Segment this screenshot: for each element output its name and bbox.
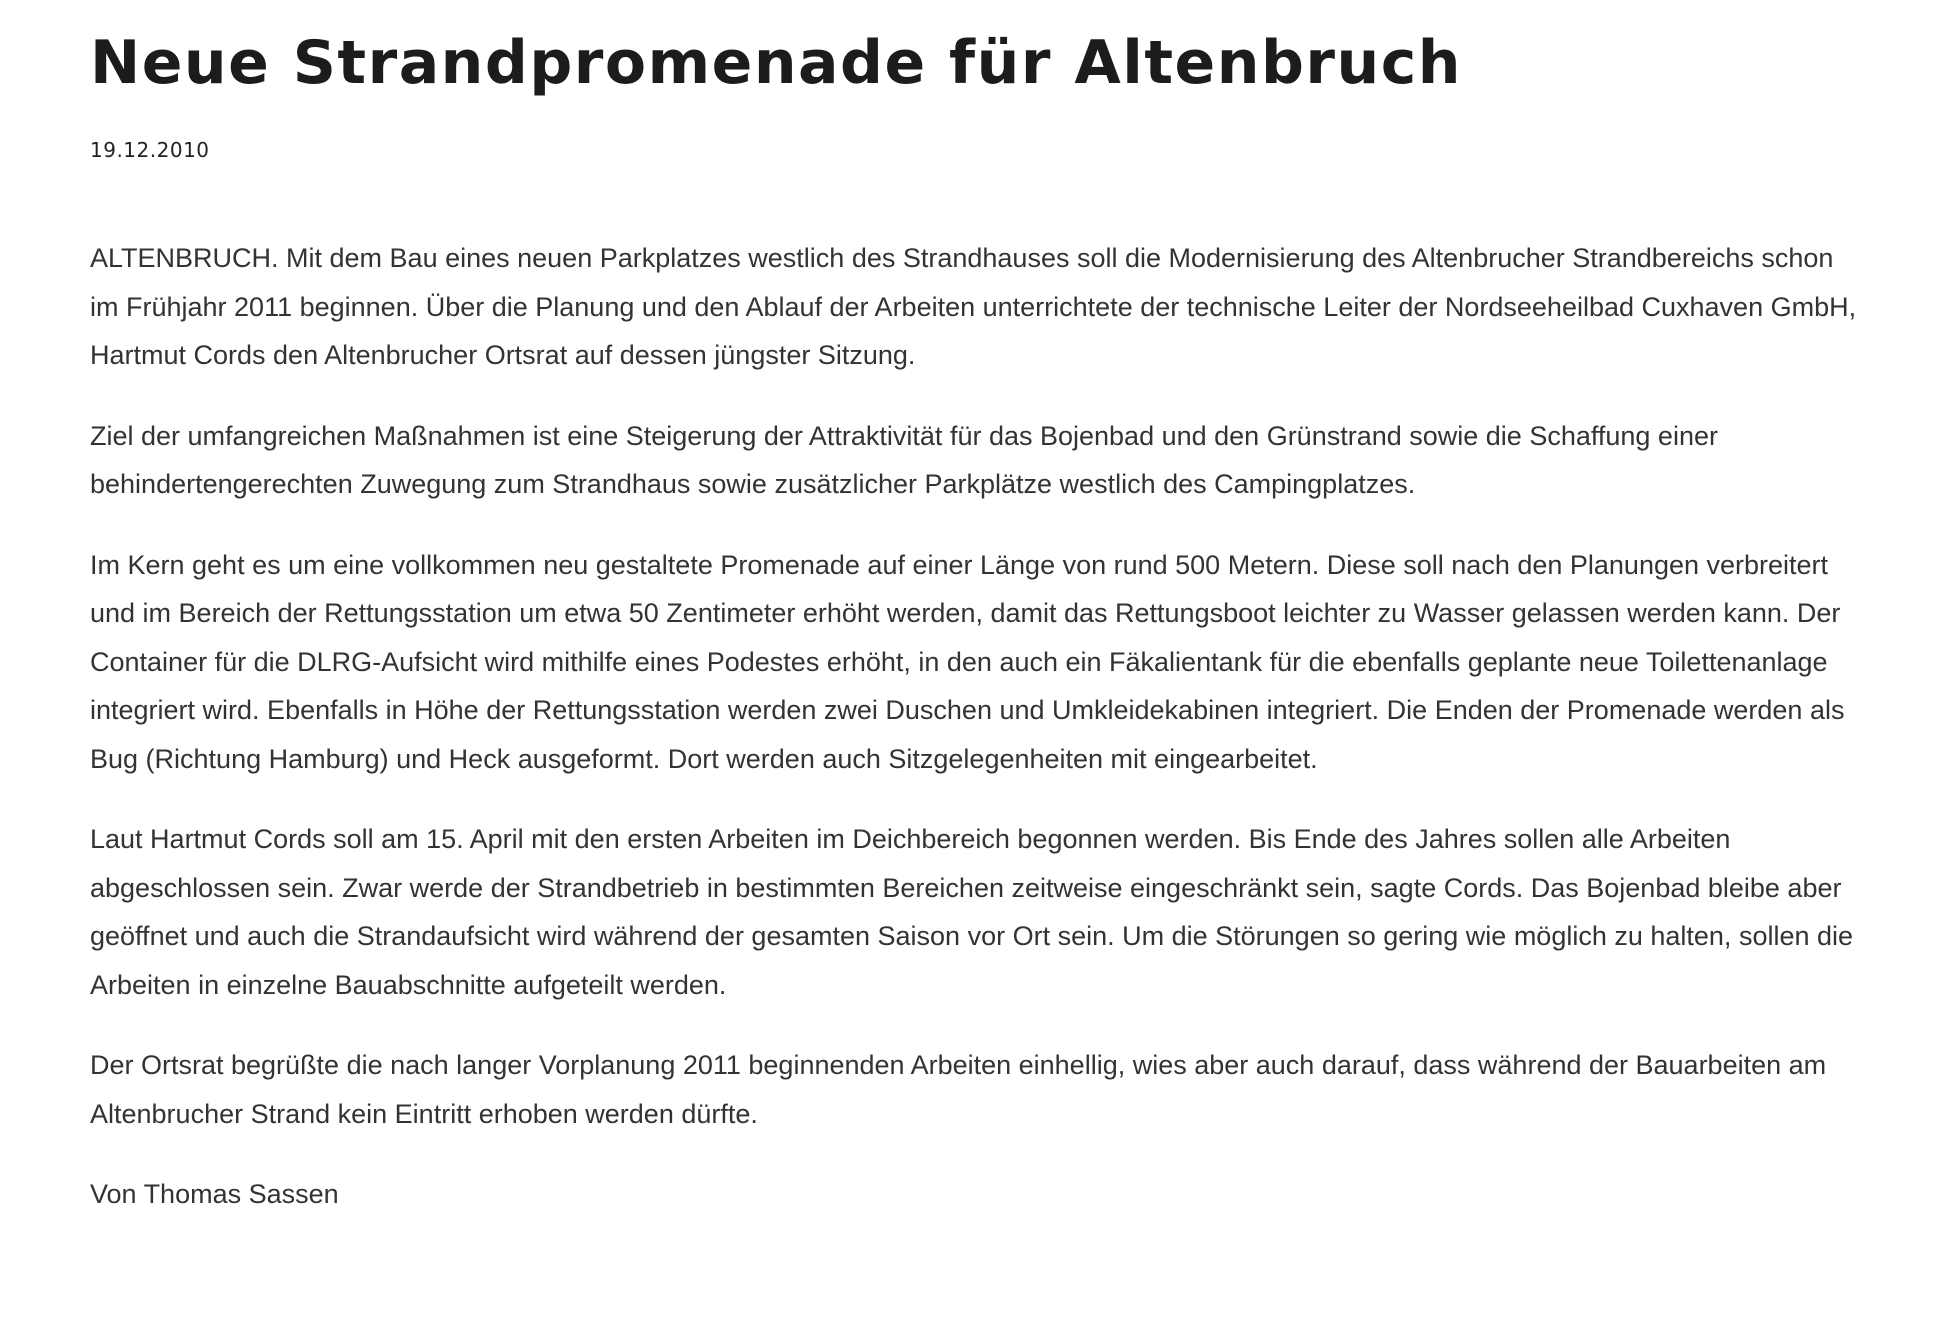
publish-date: 19.12.2010 bbox=[90, 138, 210, 162]
article-body bbox=[90, 234, 1860, 1219]
article-paragraph: Laut Hartmut Cords soll am 15. April mit den ersten Arbeiten im Deichbereich begonnen werden. Bis Ende des Jahres sollen alle Arbeiten abgeschlossen sein. Zwar werde der Strandbetrieb in bestimmten Bereichen zeitweise eingeschränkt sein, sagte Cords. Das Bojenbad bleibe aber geöffnet und auch die Strandaufsicht wird während der gesamten Saison vor Ort sein. Um die Störungen so gering wie möglich zu halten, sollen die Arbeiten in einzelne Bauabschnitte aufgeteilt werden. bbox=[90, 824, 1854, 1000]
article-paragraph: Im Kern geht es um eine vollkommen neu gestaltete Promenade auf einer Länge von rund 500 Metern. Diese soll nach den Planungen verbreitert und im Bereich der Rettungsstation um etwa 50 Zentimeter erhöht werden, damit das Rettungsboot leichter zu Wasser gelassen werden kann. Der Container für die DLRG-Aufsicht wird mithilfe eines Podestes erhöht, in den auch ein Fäkalientank für die ebenfalls geplante neue Toilettenanlage integriert wird. Ebenfalls in Höhe der Rettungsstation werden zwei Duschen und Umkleidekabinen integriert. Die Enden der Promenade werden als Bug (Richtung Hamburg) und Heck ausgeformt. Dort werden auch Sitzgelegenheiten mit eingearbeitet. bbox=[90, 549, 1845, 774]
page-title: Neue Strandpromenade für Altenbruch bbox=[90, 28, 1462, 98]
article-paragraph: Der Ortsrat begrüßte die nach langer Vorplanung 2011 beginnenden Arbeiten einhellig, wies aber auch darauf, dass während der Bauarbeiten am Altenbrucher Strand kein Eintritt erhoben werden dürfte. bbox=[90, 1050, 1827, 1129]
article-paragraph: Ziel der umfangreichen Maßnahmen ist eine Steigerung der Attraktivität für das Bojenbad und den Grünstrand sowie die Schaffung einer behindertengerechten Zuwegung zum Strandhaus sowie zusätzlicher Parkplätze westlich des Campingplatzes. bbox=[90, 420, 1718, 499]
author-byline: Von Thomas Sassen bbox=[90, 1179, 339, 1209]
article-paragraph: ALTENBRUCH. Mit dem Bau eines neuen Parkplatzes westlich des Strandhauses soll die Modernisierung des Altenbrucher Strandbereichs schon im Frühjahr 2011 beginnen. Über die Planung und den Ablauf der Arbeiten unterrichtete der technische Leiter der Nordseeheilbad Cuxhaven GmbH, Hartmut Cords den Altenbrucher Ortsrat auf dessen jüngster Sitzung. bbox=[90, 243, 1857, 370]
article bbox=[90, 0, 1860, 1219]
